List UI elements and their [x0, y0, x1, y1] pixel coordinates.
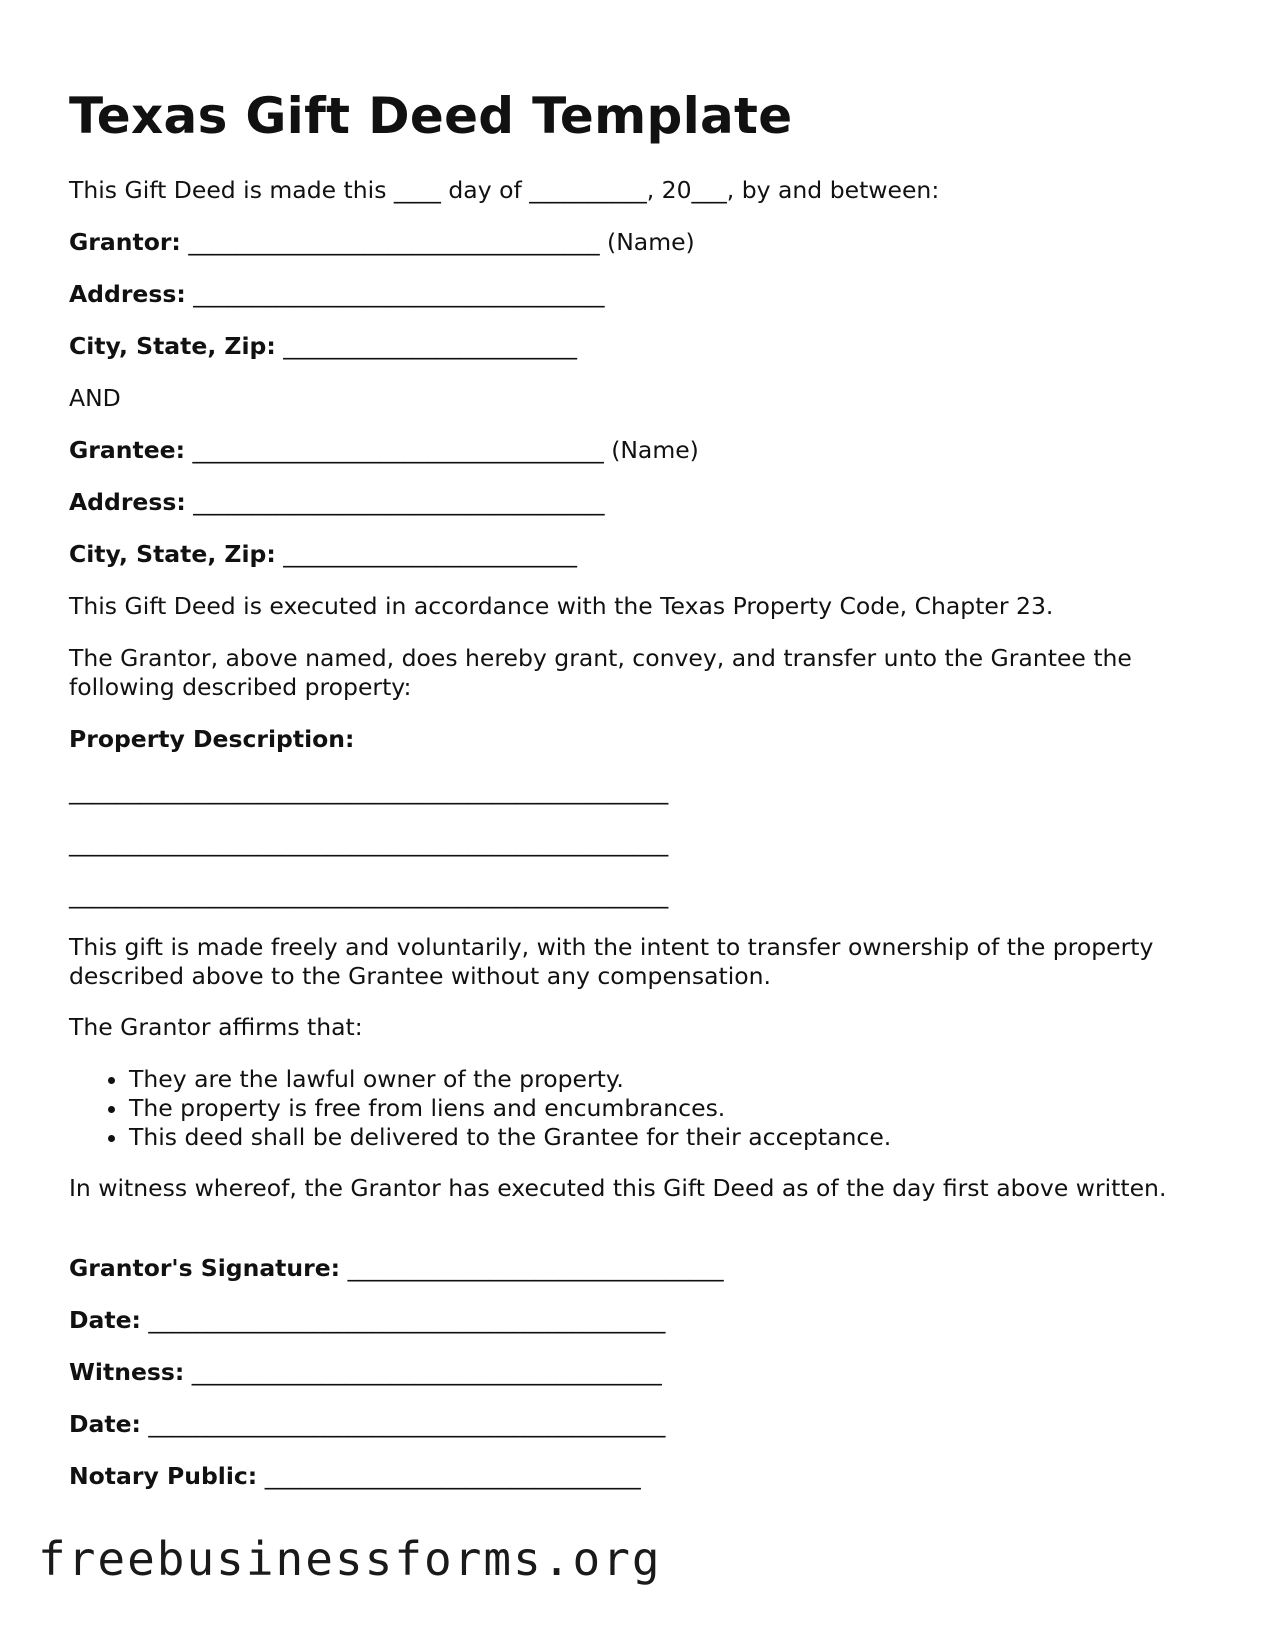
- and-separator: AND: [69, 384, 121, 412]
- intro-line: This Gift Deed is made this ____ day of __________, 20___, by and between:: [69, 176, 940, 204]
- property-label-text: Property Description:: [69, 725, 355, 753]
- grantor-address-label: Address:: [69, 280, 186, 308]
- list-item: • They are the lawful owner of the property.: [129, 1065, 891, 1094]
- list-item: • This deed shall be delivered to the Grantee for their acceptance.: [129, 1123, 891, 1152]
- grantor-signature-label: Grantor's Signature:: [69, 1254, 341, 1282]
- convey-statement: The Grantor, above named, does hereby grant, convey, and transfer unto the Grantee the following described property:: [69, 644, 1132, 701]
- date-row-1: [69, 1305, 665, 1335]
- date-label-2: Date:: [69, 1410, 141, 1438]
- grantee-address-blank: ___________________________________: [193, 488, 605, 516]
- grantee-city-row: [69, 539, 577, 569]
- grantor-city-blank: _________________________: [283, 332, 577, 360]
- notary-row: [69, 1461, 641, 1491]
- property-line-3: ___________________________________________________: [69, 881, 669, 909]
- grantor-city-row: [69, 331, 577, 361]
- grantee-city-label: City, State, Zip:: [69, 540, 276, 568]
- grantor-name-label: Grantor:: [69, 228, 181, 256]
- grantor-address-blank: ___________________________________: [193, 280, 605, 308]
- grantor-name-row: [69, 227, 695, 257]
- grantee-name-label: Grantee:: [69, 436, 185, 464]
- witness-statement: In witness whereof, the Grantor has executed this Gift Deed as of the day first above written.: [69, 1174, 1167, 1202]
- grantor-city-label: City, State, Zip:: [69, 332, 276, 360]
- grantor-address-row: [69, 279, 604, 309]
- grantee-address-label: Address:: [69, 488, 186, 516]
- affirmations-list: [69, 1065, 891, 1152]
- grantor-signature-blank: ________________________________: [347, 1254, 724, 1282]
- affirms-intro: The Grantor affirms that:: [69, 1013, 363, 1041]
- grantor-signature-row: [69, 1253, 724, 1283]
- property-description-label: [69, 724, 354, 754]
- grantee-name-row: [69, 435, 699, 465]
- property-line-1: ___________________________________________________: [69, 777, 669, 805]
- witness-blank: ________________________________________: [191, 1358, 662, 1386]
- grantor-name-blank: ___________________________________ (Name): [188, 228, 695, 256]
- gift-statement: This gift is made freely and voluntarily, with the intent to transfer ownership of the property described above to the Grantee without any compensation.: [69, 933, 1154, 990]
- witness-row: [69, 1357, 662, 1387]
- watermark-logo: freebusinessforms.org: [38, 1532, 662, 1586]
- notary-blank: ________________________________: [264, 1462, 641, 1490]
- list-item: • The property is free from liens and encumbrances.: [129, 1094, 891, 1123]
- grantee-name-blank: ___________________________________ (Name): [192, 436, 699, 464]
- document-title: Texas Gift Deed Template: [69, 87, 793, 145]
- grantee-address-row: [69, 487, 604, 517]
- executed-statement: This Gift Deed is executed in accordance with the Texas Property Code, Chapter 23.: [69, 592, 1054, 620]
- notary-label: Notary Public:: [69, 1462, 258, 1490]
- date-row-2: [69, 1409, 665, 1439]
- property-line-2: ___________________________________________________: [69, 829, 669, 857]
- witness-label: Witness:: [69, 1358, 185, 1386]
- date-blank-2: ____________________________________________: [148, 1410, 666, 1438]
- date-blank-1: ____________________________________________: [148, 1306, 666, 1334]
- grantee-city-blank: _________________________: [283, 540, 577, 568]
- date-label-1: Date:: [69, 1306, 141, 1334]
